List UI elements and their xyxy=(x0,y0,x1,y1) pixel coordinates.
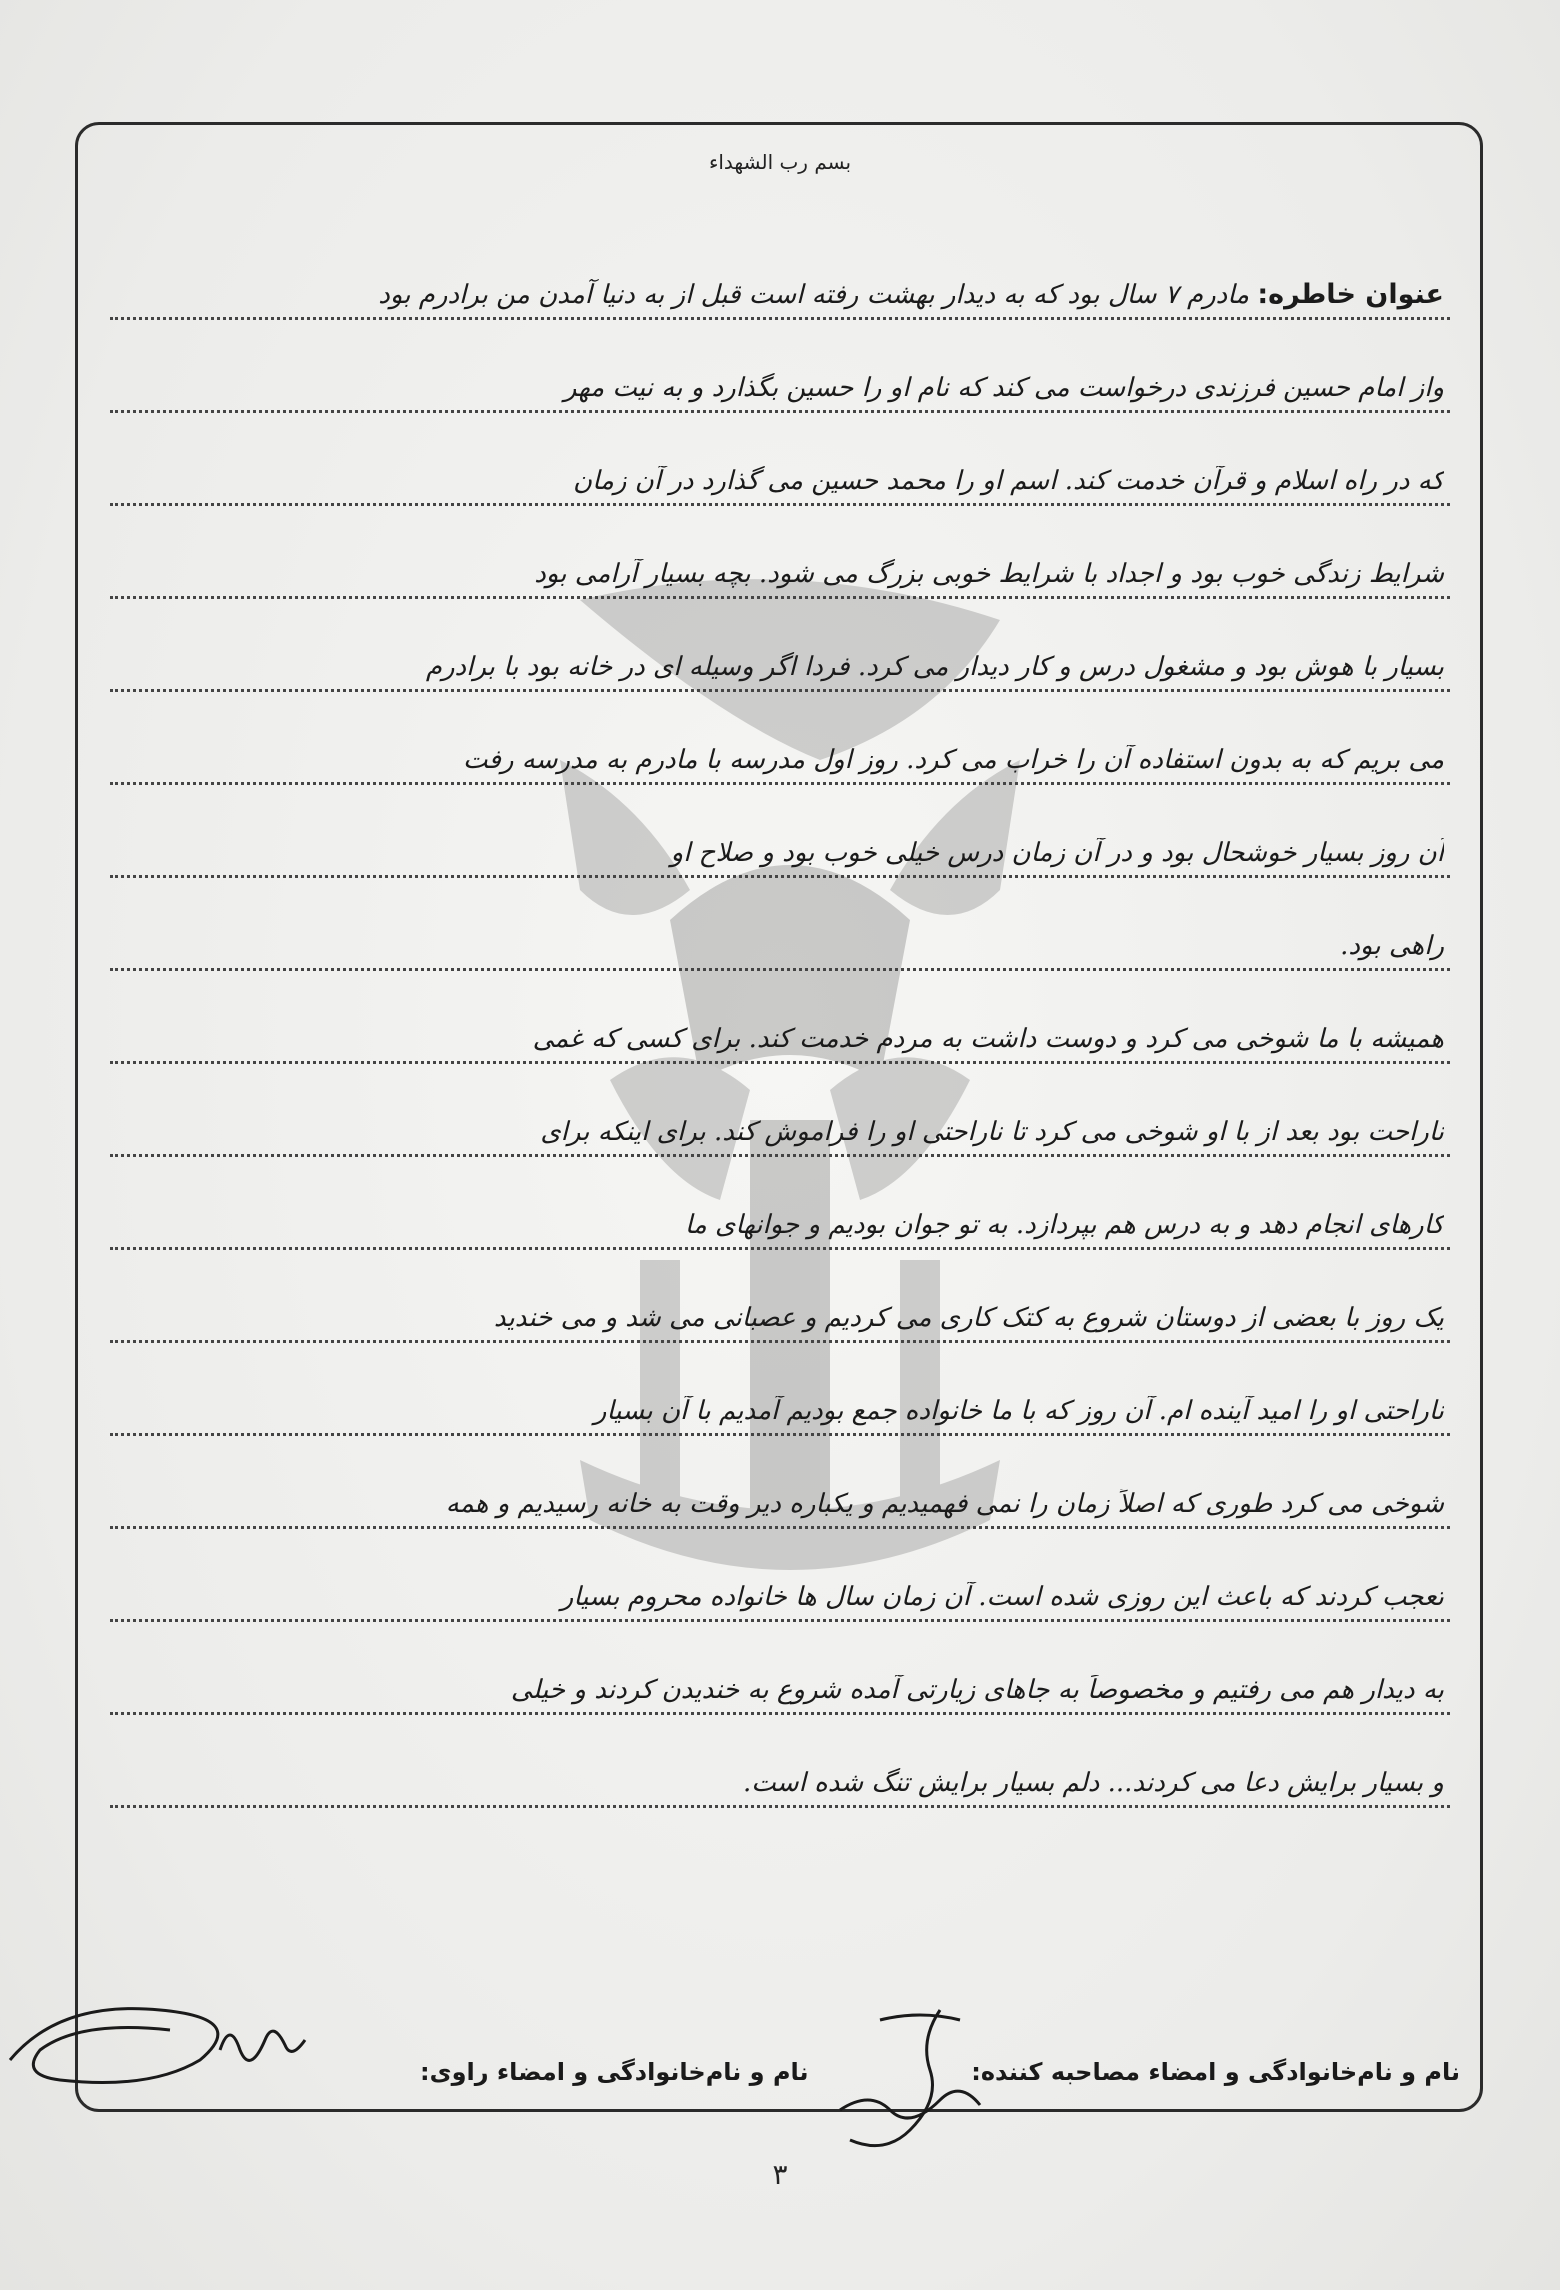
memory-line xyxy=(110,1718,1450,1808)
memory-line-text: ناراحت بود بعد از با او شوخی می کرد تا ناراحتی او را فراموش کند. برای اینکه برای xyxy=(540,1117,1444,1147)
memory-line-text: شرایط زندگی خوب بود و اجداد با شرایط خوبی بزرگ می شود. بچه بسیار آرامی بود xyxy=(534,559,1444,589)
memory-line xyxy=(110,1439,1450,1529)
memory-title-label: عنوان خاطره: xyxy=(1257,279,1444,310)
memory-line xyxy=(110,323,1450,413)
memory-line-text: و بسیار برایش دعا می کردند... دلم بسیار برایش تنگ شده است. xyxy=(743,1768,1444,1798)
memory-line xyxy=(110,509,1450,599)
memory-line xyxy=(110,881,1450,971)
memory-line xyxy=(110,974,1450,1064)
memory-line-text: می بریم که به بدون استفاده آن را خراب می کرد. روز اول مدرسه با مادرم به مدرسه رفت xyxy=(463,745,1444,775)
memory-line-text: راهی بود. xyxy=(1340,931,1444,961)
memory-line-text: کارهای انجام دهد و به درس هم بپردازد. به تو جوان بودیم و جوانهای ما xyxy=(684,1210,1444,1240)
memory-line-text: واز امام حسین فرزندی درخواست می کند که نام او را حسین بگذارد و به نیت مهر xyxy=(563,373,1444,403)
memory-line-text: همیشه با ما شوخی می کرد و دوست داشت به مردم خدمت کند. برای کسی که غمی xyxy=(532,1024,1444,1054)
memory-line xyxy=(110,1067,1450,1157)
memory-line xyxy=(110,1253,1450,1343)
memory-line-text: به دیدار هم می رفتیم و مخصوصاً به جاهای زیارتی آمده شروع به خندیدن کردند و خیلی xyxy=(510,1675,1444,1705)
memory-line xyxy=(110,1532,1450,1622)
memory-line-text: شوخی می کرد طوری که اصلاً زمان را نمی فهمیدیم و یکباره دیر وقت به خانه رسیدیم و همه xyxy=(445,1489,1444,1519)
memory-line xyxy=(110,1625,1450,1715)
memory-line-text: مادرم ۷ سال بود که به دیدار بهشت رفته است قبل از به دنیا آمدن من برادرم بود xyxy=(378,280,1250,310)
interviewer-signature-icon xyxy=(820,2000,1020,2170)
memory-line-text: که در راه اسلام و قرآن خدمت کند. اسم او را محمد حسین می گذارد در آن زمان xyxy=(572,466,1444,496)
memory-line xyxy=(110,230,1450,320)
memory-line xyxy=(110,788,1450,878)
memory-line xyxy=(110,602,1450,692)
memory-line-text: بسیار با هوش بود و مشغول درس و کار دیدار می کرد. فردا اگر وسیله ای در خانه بود با برادرم xyxy=(425,652,1444,682)
narrator-signature-label: نام و نام‌خانوادگی و امضاء راوی: xyxy=(420,2058,809,2086)
memory-line-text: یک روز با بعضی از دوستان شروع به کتک کاری می کردیم و عصبانی می شد و می خندید xyxy=(493,1303,1444,1333)
memory-line-text: آن روز بسیار خوشحال بود و در آن زمان درس خیلی خوب بود و صلاح او xyxy=(670,838,1444,868)
narrator-signature-icon xyxy=(0,1990,330,2100)
memory-line xyxy=(110,1160,1450,1250)
memory-line xyxy=(110,1346,1450,1436)
page-number: ۳ xyxy=(772,2158,788,2191)
memory-line xyxy=(110,695,1450,785)
memory-line-text: تعجب کردند که باعث این روزی شده است. آن زمان سال ها خانواده محروم بسیار xyxy=(560,1582,1444,1612)
memory-line xyxy=(110,416,1450,506)
memory-line-text: ناراحتی او را امید آینده ام. آن روز که با ما خانواده جمع بودیم آمدیم با آن بسیار xyxy=(593,1396,1444,1426)
interviewer-signature-label: نام و نام‌خانوادگی و امضاء مصاحبه کننده: xyxy=(971,2058,1460,2086)
memory-lines xyxy=(110,230,1450,1990)
page-header: بسم رب الشهداء xyxy=(708,150,852,174)
